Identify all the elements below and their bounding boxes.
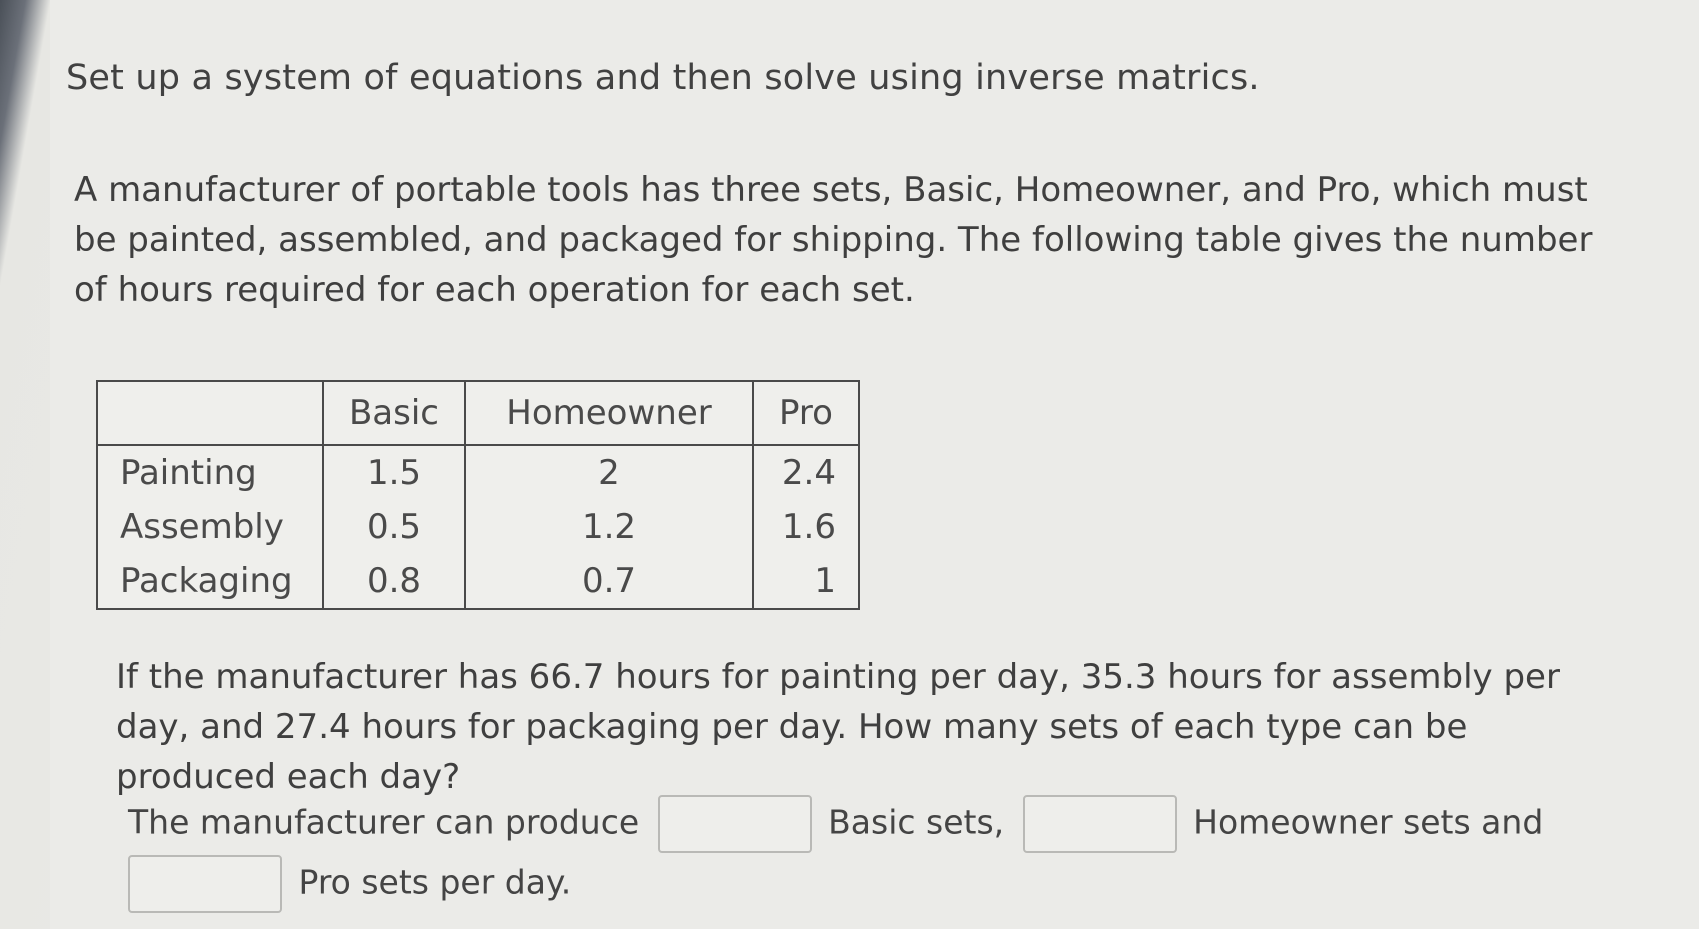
table-row	[97, 500, 859, 554]
cell-packaging-basic: 0.8	[323, 554, 465, 609]
cell-assembly-basic: 0.5	[323, 500, 465, 554]
question-text: If the manufacturer has 66.7 hours for painting per day, 35.3 hours for assembly per day, and 27.4 hours for packaging per day. How many sets of each type can be produced each day?	[116, 657, 1560, 797]
cell-assembly-pro: 1.6	[753, 500, 859, 554]
cell-painting-basic: 1.5	[323, 445, 465, 500]
header-pro: Pro	[753, 381, 859, 445]
cell-assembly-homeowner: 1.2	[465, 500, 753, 554]
table-header-row	[97, 381, 859, 445]
answer-line-2	[128, 855, 571, 913]
table-row	[97, 554, 859, 609]
header-basic: Basic	[323, 381, 465, 445]
homeowner-sets-input[interactable]	[1023, 795, 1177, 853]
basic-sets-label: Basic sets,	[828, 802, 1005, 842]
problem-title: Set up a system of equations and then solve using inverse matrics.	[66, 58, 1260, 98]
pro-sets-input[interactable]	[128, 855, 282, 913]
question-panel	[50, 0, 1699, 929]
problem-description: A manufacturer of portable tools has three sets, Basic, Homeowner, and Pro, which must be painted, assembled, and packaged for shipping. The following table gives the number of hours required for each operation for each set.	[74, 170, 1593, 310]
cell-packaging-homeowner: 0.7	[465, 554, 753, 609]
basic-sets-input[interactable]	[658, 795, 812, 853]
row-label-packaging: Packaging	[97, 554, 323, 609]
cell-painting-homeowner: 2	[465, 445, 753, 500]
cell-painting-pro: 2.4	[753, 445, 859, 500]
row-label-painting: Painting	[97, 445, 323, 500]
hours-table	[96, 380, 860, 610]
answer-line-1	[128, 795, 1543, 853]
answer-prefix: The manufacturer can produce	[128, 802, 640, 842]
header-homeowner: Homeowner	[465, 381, 753, 445]
row-label-assembly: Assembly	[97, 500, 323, 554]
table-row	[97, 445, 859, 500]
cell-packaging-pro: 1	[753, 554, 859, 609]
pro-sets-label: Pro sets per day.	[298, 862, 572, 902]
homeowner-sets-label: Homeowner sets and	[1193, 802, 1544, 842]
header-empty	[97, 381, 323, 445]
